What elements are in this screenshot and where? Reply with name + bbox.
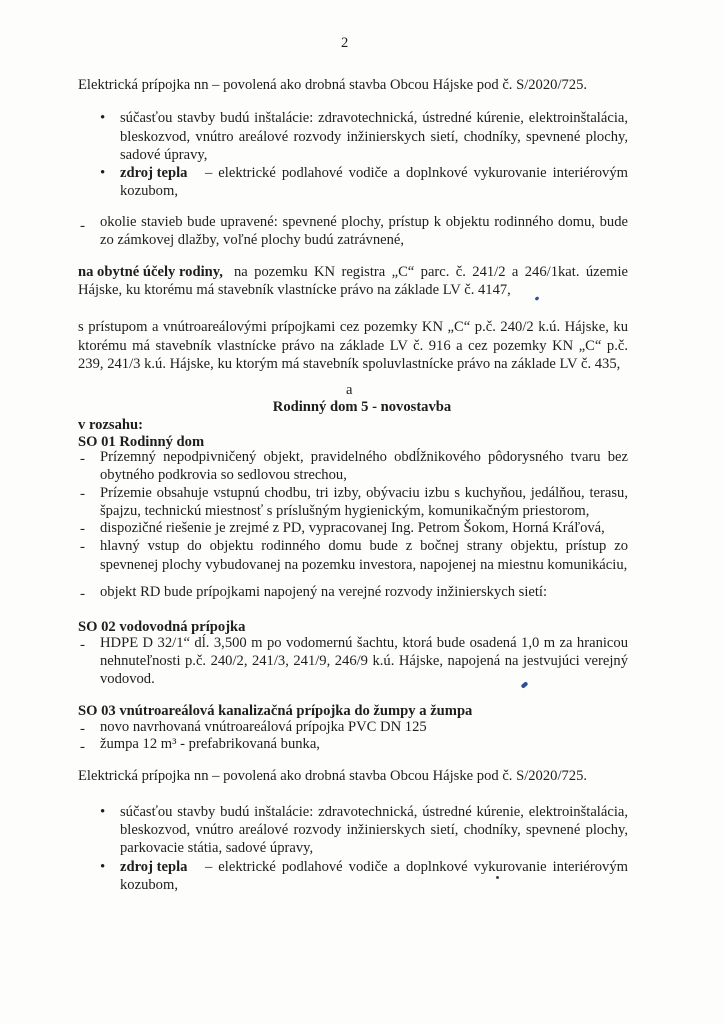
bullet-line: súčasťou stavby budú inštalácie: zdravotechnická, ústredné kúrenie, elektroinštalácia, bbox=[120, 804, 628, 820]
bullet-marker: • bbox=[100, 804, 106, 820]
bullet-line: bleskozvod, vnútro areálové rozvody inžinierskych sietí, chodníky, spevnené plochy, bbox=[120, 822, 628, 838]
bullet-line: súčasťou stavby budú inštalácie: zdravotechnická, ústredné kúrenie, elektroinštalácia, bbox=[120, 110, 628, 126]
dash-marker: - bbox=[80, 451, 85, 467]
bullet-line: parkovacie státia, sadové úpravy, bbox=[120, 840, 314, 856]
bold-term: na obytné účely rodiny, bbox=[78, 264, 223, 280]
list-item-line: nehnuteľnosti p.č. 240/2, 241/3, 241/9, 246/9 k.ú. Hájske, napojená na jestvujúci verejný bbox=[100, 653, 628, 669]
bold-term: zdroj tepla bbox=[120, 165, 188, 181]
list-item-line: hlavný vstup do objektu rodinného domu bude z bočnej strany objektu, prístup zo bbox=[100, 538, 628, 554]
dash-marker: - bbox=[80, 586, 85, 602]
ink-mark bbox=[535, 296, 540, 301]
ink-dot bbox=[496, 876, 499, 879]
paragraph-line: ktorému má stavebník vlastnícke právo na základe LV č. 916 a cez pozemky KN „C“ p.č. bbox=[78, 338, 628, 354]
list-item-line: HDPE D 32/1“ dĺ. 3,500 m po vodomernú šachtu, ktorá bude osadená 1,0 m za hranicou bbox=[100, 635, 628, 651]
list-item-line: objekt RD bude prípojkami napojený na verejné rozvody inžinierskych sietí: bbox=[100, 584, 548, 600]
list-item-line: dispozičné riešenie je zrejmé z PD, vypracovanej Ing. Petrom Šokom, Horná Kráľová, bbox=[100, 520, 605, 536]
paragraph-line: na pozemku KN registra „C“ parc. č. 241/2 a 246/1kat. územie bbox=[234, 264, 628, 280]
dash-marker: - bbox=[80, 218, 85, 234]
ink-mark bbox=[521, 681, 529, 689]
list-item-line: vodovod. bbox=[100, 671, 155, 687]
bullet-line: – elektrické podlahové vodiče a doplnkové vykurovanie interiérovým bbox=[205, 859, 628, 875]
paragraph-line: zo zámkovej dlažby, voľné plochy budú zatrávnené, bbox=[100, 232, 405, 248]
label-v-rozsahu: v rozsahu: bbox=[78, 417, 144, 433]
bullet-line: – elektrické podlahové vodiče a doplnkové vykurovanie interiérovým bbox=[205, 165, 628, 181]
dash-marker: - bbox=[80, 521, 85, 537]
list-item-line: spevnenej plochy vybudovanej na pozemku investora, napojenej na miestnu komunikáciu, bbox=[100, 557, 628, 573]
so03-title: SO 03 vnútroareálová kanalizačná prípojka do žumpy a žumpa bbox=[78, 703, 473, 719]
bullet-line: kozubom, bbox=[120, 877, 178, 893]
list-item-line: Prízemie obsahuje vstupnú chodbu, tri izby, obývaciu izbu s kuchyňou, jedálňou, terasu, bbox=[100, 485, 628, 501]
page-number: 2 bbox=[341, 35, 349, 51]
dash-marker: - bbox=[80, 539, 85, 555]
paragraph-elektricka-1: Elektrická prípojka nn – povolená ako drobná stavba Obcou Hájske pod č. S/2020/725. bbox=[78, 77, 588, 93]
bullet-line: bleskozvod, vnútro areálové rozvody inžinierskych sietí, chodníky, spevnené plochy, bbox=[120, 129, 628, 145]
paragraph-line: Hájske, ku ktorému má stavebník vlastnícke právo na základe LV č. 4147, bbox=[78, 282, 511, 298]
bullet-line: kozubom, bbox=[120, 183, 178, 199]
dash-marker: - bbox=[80, 721, 85, 737]
dash-marker: - bbox=[80, 637, 85, 653]
list-item-line: obytného podkrovia so sedlovou strechou, bbox=[100, 467, 347, 483]
paragraph-line: s prístupom a vnútroareálovými prípojkami cez pozemky KN „C“ p.č. 240/2 k.ú. Hájske, ku bbox=[78, 319, 628, 335]
section-heading: Rodinný dom 5 - novostavba bbox=[272, 399, 452, 415]
list-item-line: špajzu, technickú miestnosť s príslušným hygienickým, komunikačným priestorom, bbox=[100, 503, 590, 519]
list-item-line: žumpa 12 m³ - prefabrikovaná bunka, bbox=[100, 736, 320, 752]
bullet-marker: • bbox=[100, 110, 106, 126]
conjunction-a: a bbox=[346, 382, 353, 398]
so02-title: SO 02 vodovodná prípojka bbox=[78, 619, 246, 635]
so01-title: SO 01 Rodinný dom bbox=[78, 434, 205, 450]
bold-term: zdroj tepla bbox=[120, 859, 188, 875]
list-item-line: Prízemný nepodpivničený objekt, pravidelného obdĺžnikového pôdorysného tvaru bez bbox=[100, 449, 628, 465]
bullet-line: sadové úpravy, bbox=[120, 147, 208, 163]
paragraph-line: okolie stavieb bude upravené: spevnené plochy, prístup k objektu rodinného domu, bude bbox=[100, 214, 628, 230]
paragraph-elektricka-2: Elektrická prípojka nn – povolená ako drobná stavba Obcou Hájske pod č. S/2020/725. bbox=[78, 768, 588, 784]
list-item-line: novo navrhovaná vnútroareálová prípojka PVC DN 125 bbox=[100, 719, 427, 735]
dash-marker: - bbox=[80, 486, 85, 502]
dash-marker: - bbox=[80, 739, 85, 755]
bullet-marker: • bbox=[100, 165, 106, 181]
paragraph-line: 239, 241/3 k.ú. Hájske, ku ktorým má stavebník spoluvlastnícke právo na základe LV č. 435, bbox=[78, 356, 621, 372]
bullet-marker: • bbox=[100, 859, 106, 875]
